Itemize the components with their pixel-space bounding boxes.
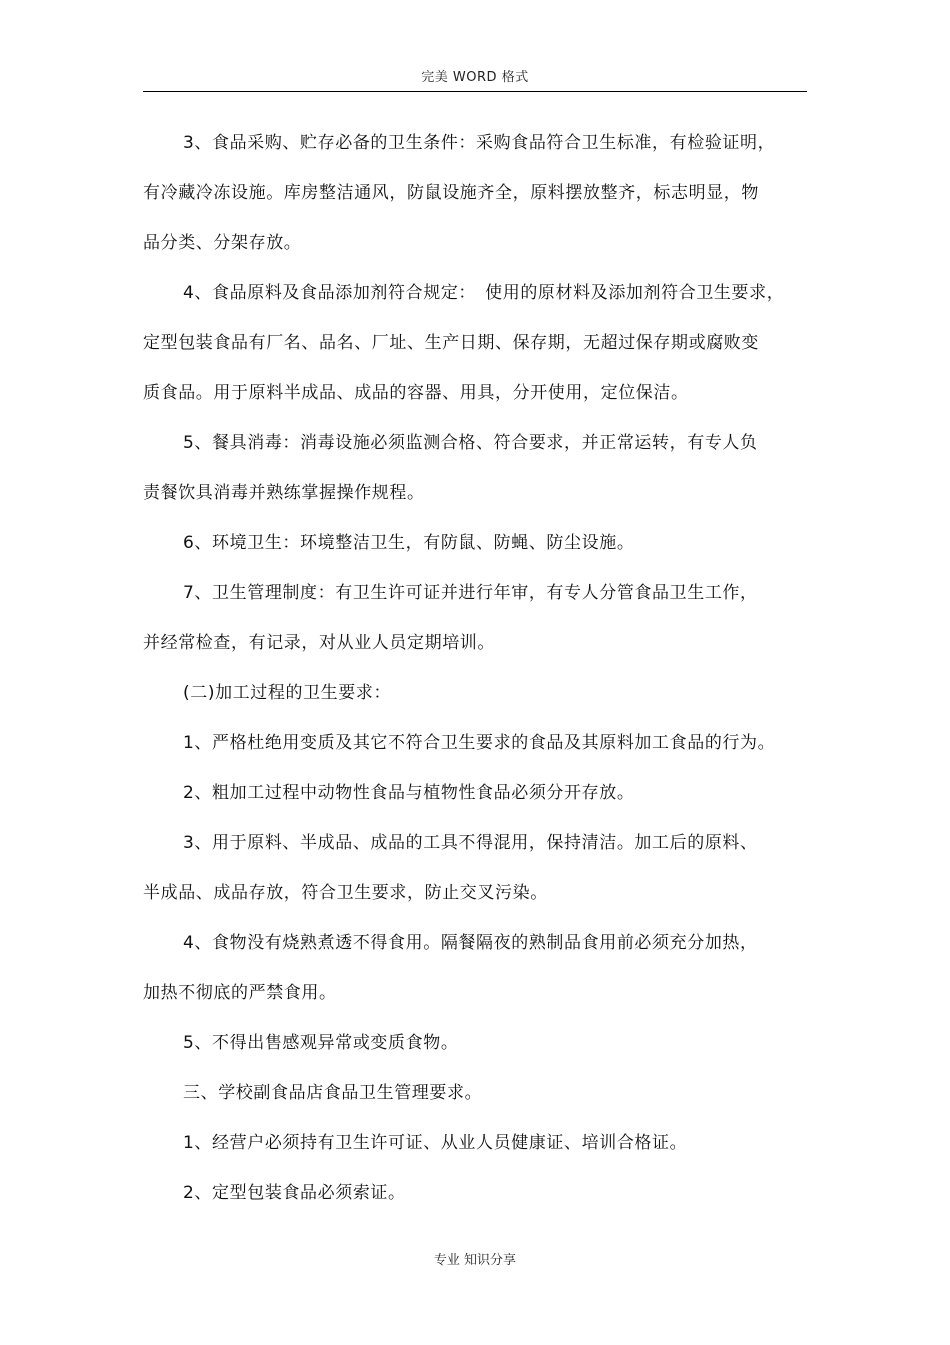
paragraph-line: 定型包装食品有厂名、品名、厂址、生产日期、保存期，无超过保存期或腐败变 (143, 333, 759, 353)
paragraph-line: 4、食物没有烧熟煮透不得食用。隔餐隔夜的熟制品食用前必须充分加热， (183, 933, 758, 953)
page-header: 完美 WORD 格式 (421, 70, 529, 85)
section-heading: 三、学校副食品店食品卫生管理要求。 (183, 1083, 483, 1103)
paragraph-line: 6、环境卫生：环境整洁卫生，有防鼠、防蝇、防尘设施。 (183, 533, 635, 553)
paragraph-line: 5、不得出售感观异常或变质食物。 (183, 1033, 459, 1053)
paragraph-line: 并经常检查，有记录，对从业人员定期培训。 (143, 633, 495, 653)
paragraph-line: 7、卫生管理制度：有卫生许可证并进行年审，有专人分管食品卫生工作， (183, 583, 758, 603)
paragraph-line: 3、食品采购、贮存必备的卫生条件：采购食品符合卫生标准，有检验证明， (183, 133, 776, 153)
paragraph-line: 加热不彻底的严禁食用。 (143, 983, 337, 1003)
paragraph-line: 1、严格杜绝用变质及其它不符合卫生要求的食品及其原料加工食品的行为。 (183, 733, 776, 753)
paragraph-line: 品分类、分架存放。 (143, 233, 302, 253)
paragraph-line: 质食品。用于原料半成品、成品的容器、用具，分开使用，定位保洁。 (143, 383, 689, 403)
paragraph-line: 3、用于原料、半成品、成品的工具不得混用，保持清洁。加工后的原料、 (183, 833, 758, 853)
document-body (143, 118, 807, 1218)
page-footer: 专业 知识分享 (433, 1253, 517, 1268)
paragraph-line: 5、餐具消毒：消毒设施必须监测合格、符合要求，并正常运转，有专人负 (183, 433, 758, 453)
paragraph-line: 1、经营户必须持有卫生许可证、从业人员健康证、培训合格证。 (183, 1133, 688, 1153)
paragraph-line: 半成品、成品存放，符合卫生要求，防止交叉污染。 (143, 883, 548, 903)
paragraph-line: 2、定型包装食品必须索证。 (183, 1183, 406, 1203)
section-heading: (二)加工过程的卫生要求： (183, 683, 392, 703)
paragraph-line: 2、粗加工过程中动物性食品与植物性食品必须分开存放。 (183, 783, 635, 803)
paragraph-line: 有冷藏冷冻设施。库房整洁通风，防鼠设施齐全，原料摆放整齐，标志明显，物 (143, 183, 759, 203)
header-divider (143, 91, 807, 92)
paragraph-line: 4、食品原料及食品添加剂符合规定： 使用的原材料及添加剂符合卫生要求， (183, 283, 785, 303)
paragraph-line: 责餐饮具消毒并熟练掌握操作规程。 (143, 483, 425, 503)
